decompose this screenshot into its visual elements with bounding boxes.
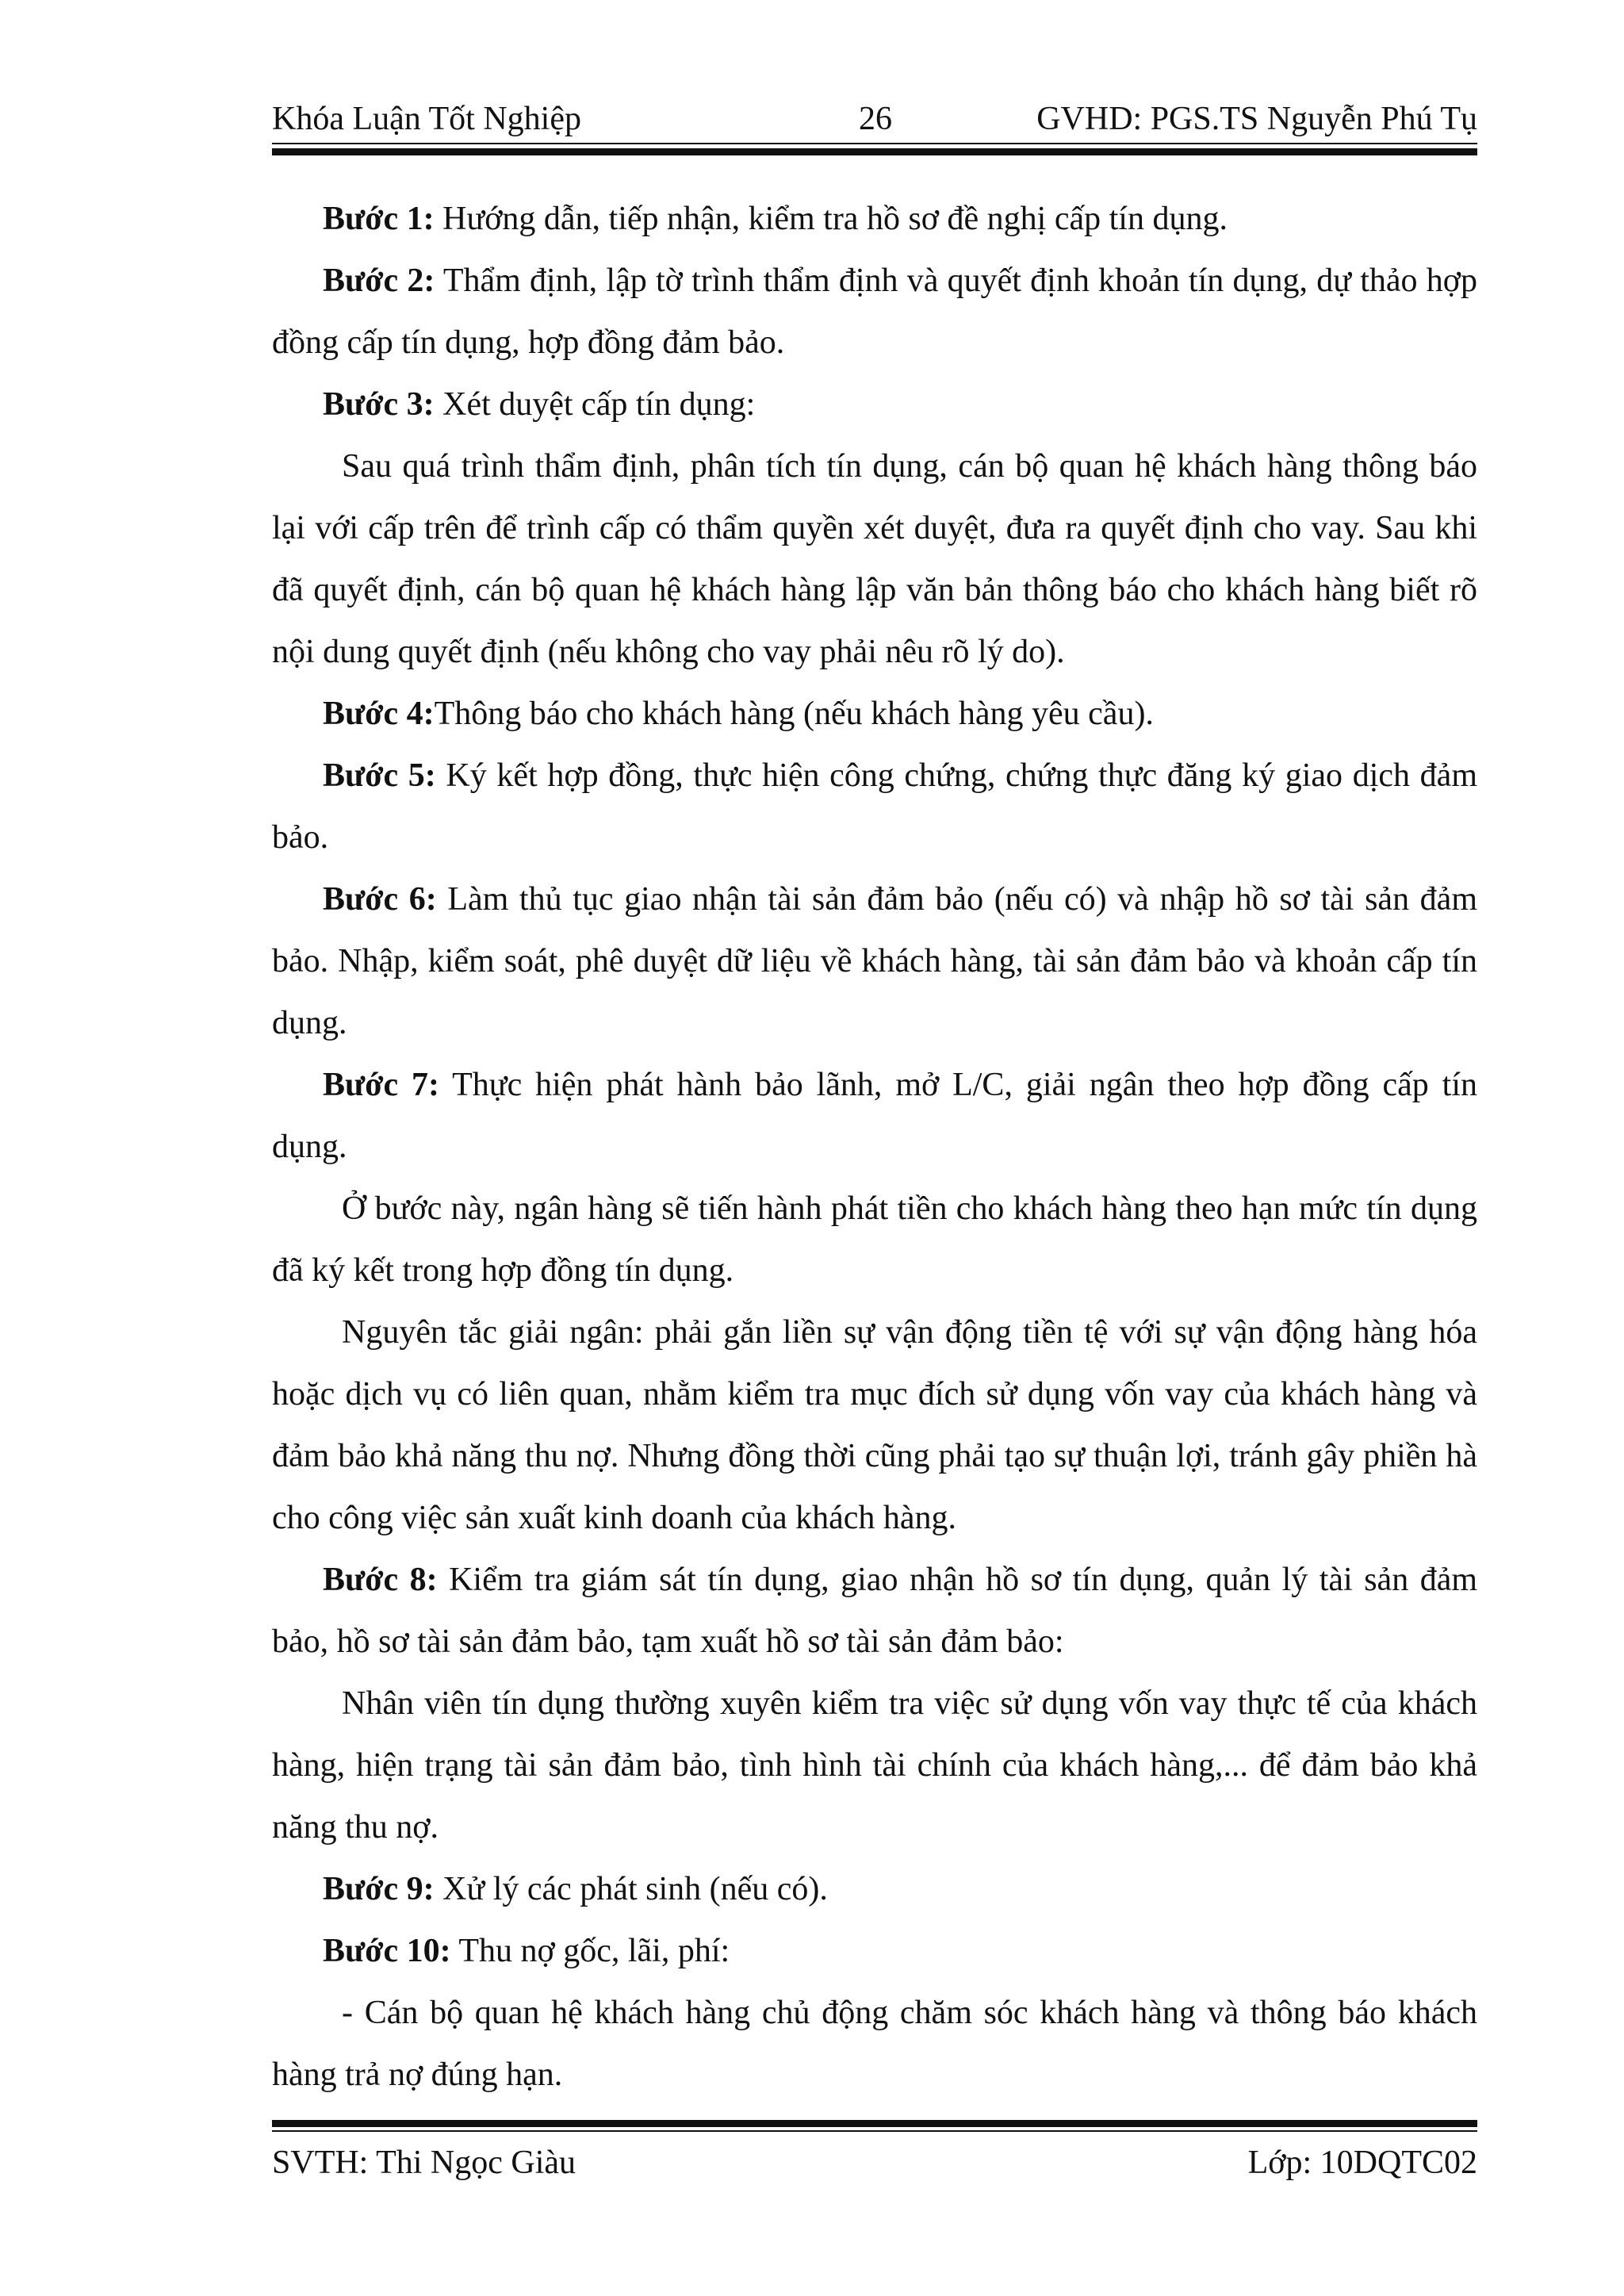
paragraph-step-1 (272, 188, 1477, 250)
header-rule-thin (272, 143, 1477, 144)
step-label: Bước 5: (323, 757, 436, 794)
step-label: Bước 3: (323, 386, 435, 423)
paragraph-text: Nguyên tắc giải ngân: phải gắn liền sự vận động tiền tệ với sự vận động hàng hóa hoặc dịch vụ có liên quan, nhằm kiểm tra mục đích sử dụng vốn vay của khách hàng và đảm bảo khả năng thu nợ. Nhưng đồng thời cũng phải tạo sự thuận lợi, tránh gây phiền hà cho công việc sản xuất kinh doanh của khách hàng. (272, 1314, 1477, 1536)
paragraph-text: Thu nợ gốc, lãi, phí: (450, 1933, 730, 1969)
paragraph-text: Xét duyệt cấp tín dụng: (434, 386, 756, 423)
paragraph-step-8 (272, 1549, 1477, 1673)
paragraph-step-7-detail (272, 1178, 1477, 1301)
paragraph-text: - Cán bộ quan hệ khách hàng chủ động chăm sóc khách hàng và thông báo khách hàng trả nợ đúng hạn. (272, 1995, 1477, 2093)
step-label: Bước 2: (323, 263, 435, 299)
paragraph-text: Thông báo cho khách hàng (nếu khách hàng yêu cầu). (434, 696, 1154, 732)
footer-class: Lớp: 10DQTC02 (1247, 2145, 1477, 2181)
paragraph-step-3-detail (272, 435, 1477, 683)
step-label: Bước 10: (323, 1933, 451, 1969)
paragraph-text: Ở bước này, ngân hàng sẽ tiến hành phát tiền cho khách hàng theo hạn mức tín dụng đã ký kết trong hợp đồng tín dụng. (272, 1190, 1477, 1289)
step-label: Bước 7: (323, 1067, 440, 1103)
paragraph-text: Ký kết hợp đồng, thực hiện công chứng, chứng thực đăng ký giao dịch đảm bảo. (272, 757, 1477, 856)
document-body (272, 188, 1477, 2106)
step-label: Bước 9: (323, 1871, 435, 1907)
header-thesis-title: Khóa Luận Tốt Nghiệp (272, 101, 581, 137)
header-rule-thick (272, 148, 1477, 155)
paragraph-step-10-detail (272, 1982, 1477, 2106)
paragraph-text: Xử lý các phát sinh (nếu có). (434, 1871, 828, 1907)
step-label: Bước 6: (323, 881, 437, 918)
paragraph-text: Làm thủ tục giao nhận tài sản đảm bảo (nếu có) và nhập hồ sơ tài sản đảm bảo. Nhập, kiểm soát, phê duyệt dữ liệu về khách hàng, tài sản đảm bảo và khoản cấp tín dụng. (272, 881, 1477, 1041)
paragraph-step-2 (272, 250, 1477, 374)
footer-student: SVTH: Thi Ngọc Giàu (272, 2145, 576, 2181)
paragraph-text: Sau quá trình thẩm định, phân tích tín dụng, cán bộ quan hệ khách hàng thông báo lại với cấp trên để trình cấp có thẩm quyền xét duyệt, đưa ra quyết định cho vay. Sau khi đã quyết định, cán bộ quan hệ khách hàng lập văn bản thông báo cho khách hàng biết rõ nội dung quyết định (nếu không cho vay phải nêu rõ lý do). (272, 448, 1477, 670)
paragraph-text: Thực hiện phát hành bảo lãnh, mở L/C, giải ngân theo hợp đồng cấp tín dụng. (272, 1067, 1478, 1165)
header-advisor: GVHD: PGS.TS Nguyễn Phú Tụ (1036, 101, 1477, 137)
paragraph-step-6 (272, 868, 1477, 1054)
step-label: Bước 1: (323, 201, 435, 237)
footer-rule-thin (272, 2130, 1477, 2132)
paragraph-text: Kiểm tra giám sát tín dụng, giao nhận hồ sơ tín dụng, quản lý tài sản đảm bảo, hồ sơ tài sản đảm bảo, tạm xuất hồ sơ tài sản đảm bảo: (272, 1562, 1478, 1660)
paragraph-step-4 (272, 683, 1477, 745)
paragraph-text: Thẩm định, lập tờ trình thẩm định và quyết định khoản tín dụng, dự thảo hợp đồng cấp tín dụng, hợp đồng đảm bảo. (272, 263, 1477, 361)
page-header (272, 95, 1477, 143)
paragraph-disbursement-principle (272, 1301, 1477, 1549)
document-page (272, 95, 1477, 2221)
step-label: Bước 8: (323, 1562, 438, 1598)
paragraph-step-10 (272, 1920, 1477, 1982)
paragraph-step-3 (272, 374, 1477, 435)
paragraph-step-5 (272, 745, 1477, 868)
paragraph-step-9 (272, 1858, 1477, 1920)
paragraph-text: Hướng dẫn, tiếp nhận, kiểm tra hồ sơ đề nghị cấp tín dụng. (434, 201, 1228, 237)
paragraph-step-8-detail (272, 1673, 1477, 1858)
page-number: 26 (859, 101, 892, 137)
paragraph-text: Nhân viên tín dụng thường xuyên kiểm tra việc sử dụng vốn vay thực tế của khách hàng, hiện trạng tài sản đảm bảo, tình hình tài chính của khách hàng,... để đảm bảo khả năng thu nợ. (272, 1685, 1477, 1846)
paragraph-step-7 (272, 1054, 1477, 1178)
footer-rule-thick (272, 2120, 1477, 2127)
step-label: Bước 4: (323, 696, 435, 732)
page-footer (272, 2135, 1477, 2191)
